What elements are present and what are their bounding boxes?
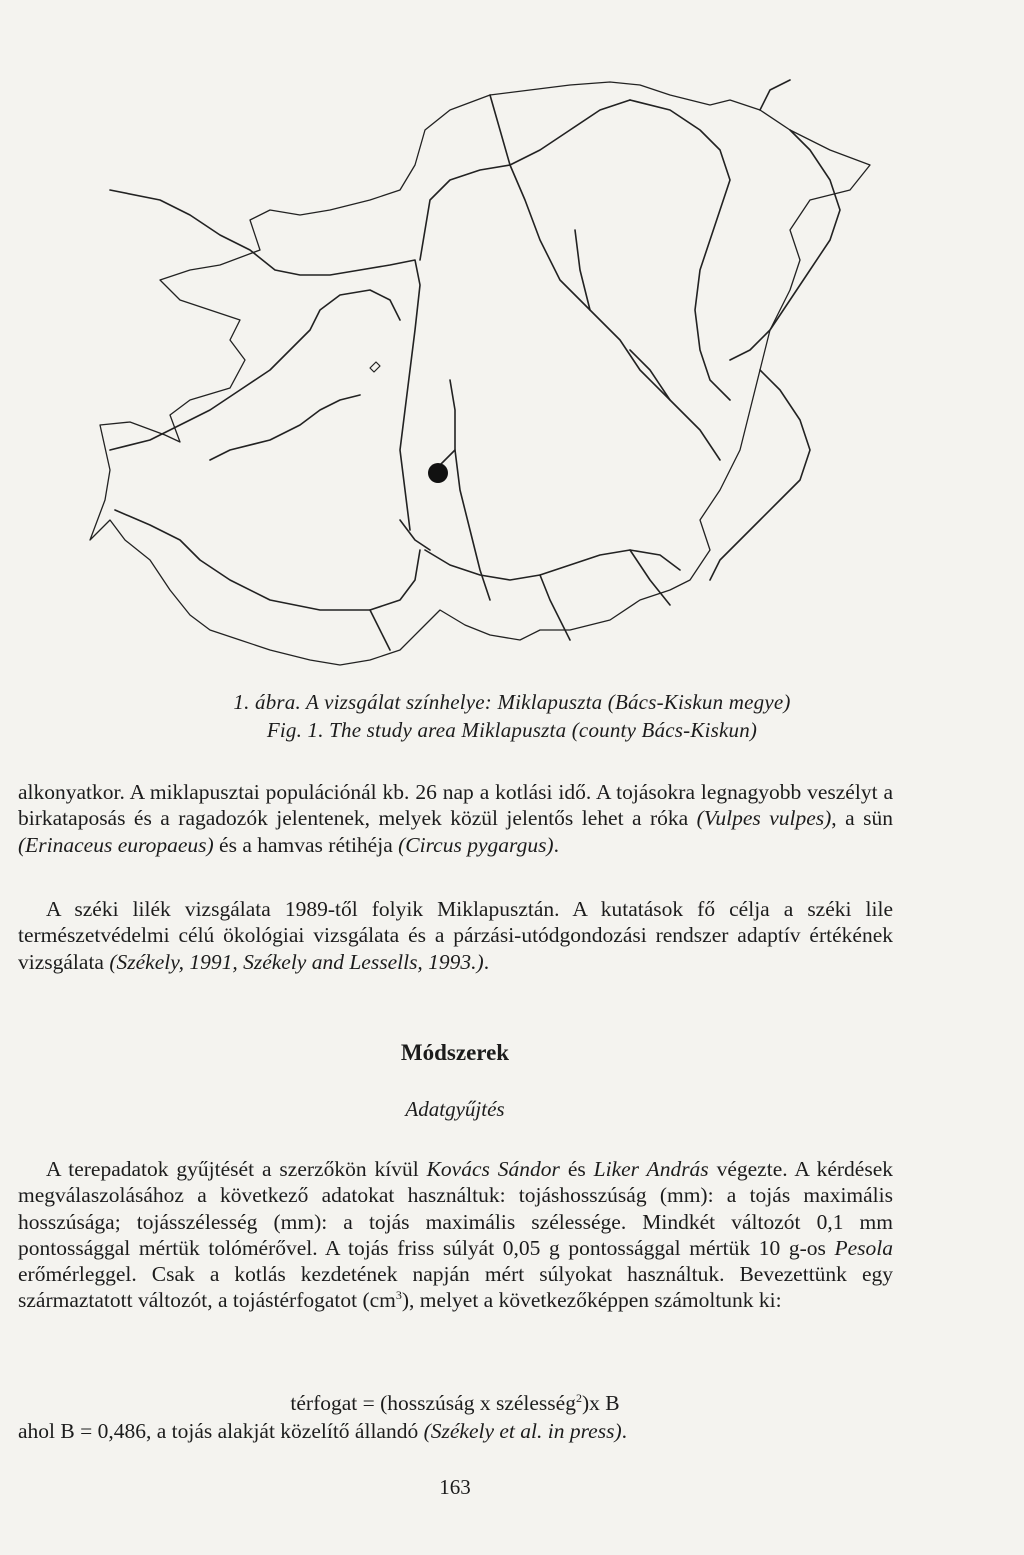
- paragraph-constant: ahol B = 0,486, a tojás alakját közelítő állandó (Székely et al. in press).: [18, 1419, 627, 1443]
- map-canal: [370, 610, 390, 650]
- paragraph-research-aims: A széki lilék vizsgálata 1989-től folyik Miklapusztán. A kutatások fő célja a széki lile természetvédelmi célú ökológiai vizsgálata és a párzási-utódgondozási rendszer adaptív értékének vizsgálata (Székely, 1991, Székely and Lessells, 1993.).: [18, 897, 893, 974]
- map-canal: [490, 95, 510, 165]
- map-canal: [110, 190, 420, 530]
- study-site-dot: [428, 463, 448, 483]
- map-canal: [760, 80, 790, 110]
- map-canal: [510, 165, 720, 460]
- page-number: 163: [439, 1475, 471, 1499]
- map-canal: [210, 395, 360, 460]
- map-canal: [710, 370, 810, 580]
- section-heading: Módszerek: [400, 1040, 510, 1065]
- map-canal: [110, 290, 400, 450]
- map-canal: [730, 130, 840, 360]
- figure-caption-english: Fig. 1. The study area Miklapuszta (county Bács-Kiskun): [266, 718, 758, 742]
- map-small-mark: [370, 362, 380, 372]
- figure-caption-hungarian: 1. ábra. A vizsgálat színhelye: Miklapuszta (Bács-Kiskun megye): [233, 690, 791, 714]
- map-canal: [630, 350, 670, 400]
- map-canal: [425, 550, 680, 580]
- map-canal: [420, 100, 630, 260]
- volume-formula: térfogat = (hosszúság x szélesség$^2$)x B: [290, 1391, 620, 1415]
- paragraph-methods: A terepadatok gyűjtését a szerzőkön kívül Kovács Sándor és Liker András végezte. A kérdések megválaszolásához a következő adatokat használtuk: tojáshosszúság (mm): a tojás maximális hosszúsága; tojásszélesség (mm): a tojás maximális szélessége. Mindkét változót 0,1 mm pontossággal mértük tolómérővel. A tojás friss súlyát 0,05 g pontossággal mértük 10 g-os Pesola erőmérleggel. Csak a kotlás kezdetének napján mért súlyokat használtuk. Bevezettünk egy származtatott változót, a tojástérfogatot $(cm^3)$, melyet a következőképpen számoltunk ki:: [18, 1157, 893, 1313]
- map-canal: [440, 450, 455, 465]
- paragraph-incubation: alkonyatkor. A miklapusztai populációnál kb. 26 nap a kotlási idő. A tojásokra legnagyobb veszélyt a birkataposás és a ragadozók jelentenek, melyek közül jelentős lehet a róka (Vulpes vulpes), a sün (Erinaceus europaeus) és a hamvas rétihéja (Circus pygargus).: [18, 780, 893, 857]
- section-subheading: Adatgyűjtés: [405, 1097, 505, 1121]
- study-area-map: [70, 70, 900, 690]
- map-canal: [115, 510, 420, 610]
- map-canal: [630, 100, 730, 400]
- map-canal: [400, 520, 430, 550]
